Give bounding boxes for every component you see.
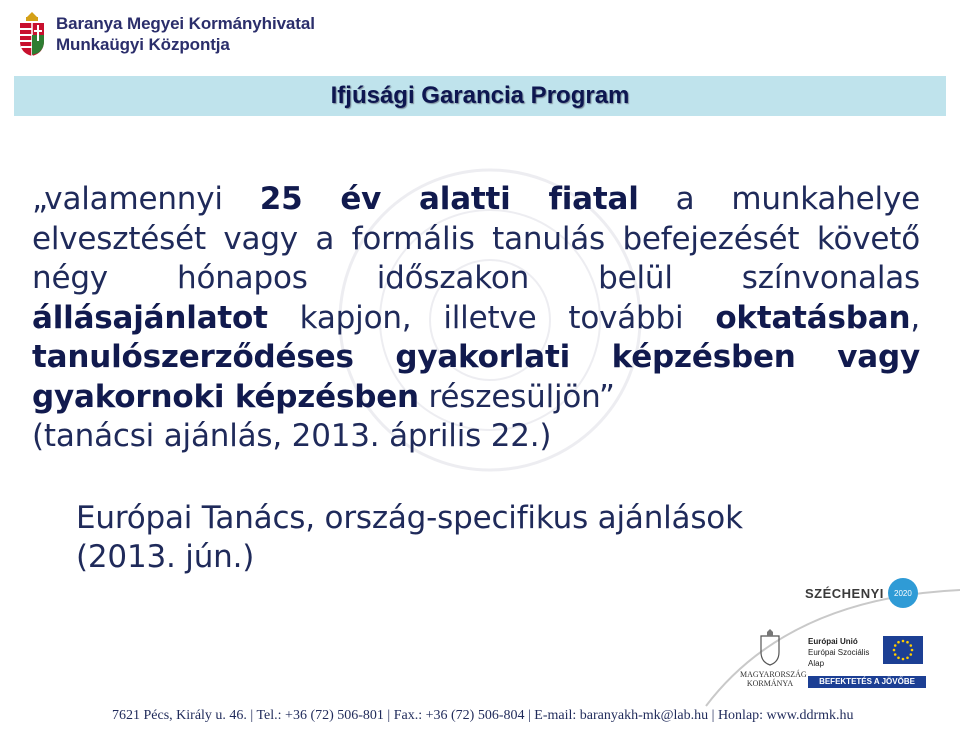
org-name-line2: Munkaügyi Központja bbox=[56, 35, 230, 54]
government-logo bbox=[740, 628, 807, 688]
quote-bold-age: 25 év alatti fiatal bbox=[259, 181, 639, 217]
gov-crest-icon bbox=[759, 628, 781, 666]
quote-text-3: , bbox=[910, 299, 920, 336]
title-bar bbox=[14, 76, 946, 116]
invest-banner: BEFEKTETÉS A JÖVŐBE bbox=[808, 676, 926, 688]
eu-text-line2: Európai Szociális bbox=[808, 648, 870, 657]
quote-bold-education: oktatásban bbox=[715, 299, 911, 336]
footer-contact: 7621 Pécs, Király u. 46. | Tel.: +36 (72) 506-801 | Fax.: +36 (72) 506-804 | E-mail: baranyakh-mk@lab.hu | Honlap: www.ddrmk.hu bbox=[112, 708, 854, 723]
quote-text bbox=[32, 180, 920, 457]
source-line2: (2013. jún.) bbox=[76, 539, 255, 575]
quote-open: „valamennyi bbox=[32, 181, 260, 217]
header bbox=[18, 8, 315, 60]
eu-text-line1: Európai Unió bbox=[808, 637, 858, 646]
page-title: Ifjúsági Garancia Program bbox=[330, 82, 630, 109]
eu-text-line3: Alap bbox=[808, 659, 825, 668]
quote-text-4: részesüljön” bbox=[418, 378, 615, 415]
szechenyi-label: SZÉCHENYI bbox=[805, 585, 884, 601]
gov-text-line1: MAGYARORSZÁG bbox=[740, 670, 807, 679]
gov-text-line2: KORMÁNYA bbox=[746, 679, 794, 688]
source-line1: Európai Tanács, ország-specifikus ajánlások bbox=[76, 500, 743, 536]
quote-text-1: a munkahelye elvesztését vagy a formális tanulás befejezését követő négy hónapos időszakon belül színvonalas bbox=[32, 181, 920, 296]
quote-bold-offer: állásajánlatot bbox=[32, 299, 268, 336]
eu-logo bbox=[808, 636, 923, 669]
szechenyi-year-badge: 2020 bbox=[888, 578, 918, 608]
quote-citation: (tanácsi ajánlás, 2013. április 22.) bbox=[32, 418, 552, 454]
eu-flag-icon bbox=[883, 636, 923, 664]
org-name-line1: Baranya Megyei Kormányhivatal bbox=[56, 14, 315, 33]
szechenyi-logo bbox=[805, 578, 918, 608]
quote-bold-training: tanulószerződéses gyakorlati képzésben vagy gyakornoki képzésben bbox=[32, 339, 920, 415]
source-text bbox=[76, 499, 836, 577]
coat-of-arms-icon bbox=[18, 11, 46, 57]
quote-text-2: kapjon, illetve további bbox=[267, 299, 716, 336]
